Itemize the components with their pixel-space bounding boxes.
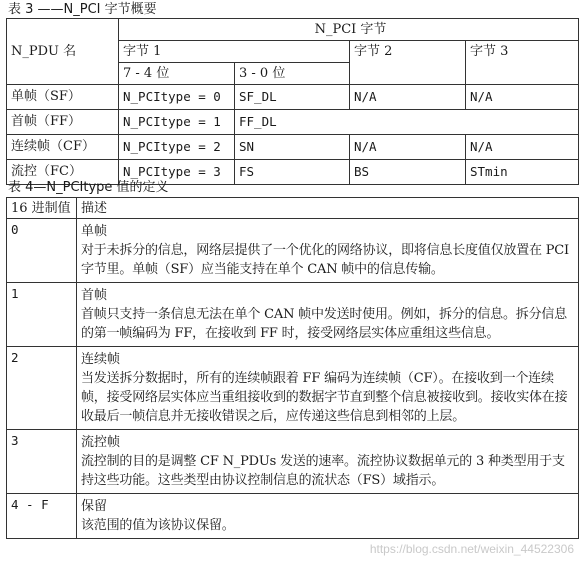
npci-low-nibble: SN	[235, 135, 350, 160]
hex-value: 1	[7, 283, 77, 347]
npdu-name: 首帧（FF）	[7, 110, 119, 135]
table4-caption: 表 4—N_PCItype 值的定义	[8, 180, 169, 195]
npcitype-definition-table	[6, 197, 579, 539]
npci-type: N_PCItype = 2	[119, 135, 235, 160]
hex-value: 3	[7, 430, 77, 494]
byte3-value: STmin	[466, 160, 579, 185]
npdu-name: 连续帧（CF）	[7, 135, 119, 160]
description-cell	[77, 219, 579, 283]
table-row	[7, 110, 579, 135]
hex-value: 2	[7, 347, 77, 430]
table-row	[7, 135, 579, 160]
npci-low-nibble: FF_DL	[235, 110, 579, 135]
header-hex-value: 16 进制值	[7, 198, 77, 219]
header-npci-bytes: N_PCI 字节	[119, 19, 579, 41]
table-row	[7, 347, 579, 430]
byte2-value: BS	[350, 160, 466, 185]
npci-type: N_PCItype = 3	[119, 160, 235, 185]
row-description: 对于未拆分的信息，网络层提供了一个优化的网络协议，即将信息长度值仅放置在 PCI 字节里。单帧（SF）应当能支持在单个 CAN 帧中的信息传输。	[81, 243, 569, 277]
npci-low-nibble: SF_DL	[235, 85, 350, 110]
description-cell	[77, 283, 579, 347]
byte2-value: N/A	[350, 135, 466, 160]
table-row	[7, 85, 579, 110]
table-row	[7, 430, 579, 494]
npci-byte-summary-table	[6, 18, 579, 185]
npdu-name: 流控（FC）	[7, 160, 119, 185]
row-title: 保留	[81, 499, 108, 514]
row-description: 当发送拆分数据时，所有的连续帧跟着 FF 编码为连续帧（CF）。在接收到一个连续帧，接受网络层实体应当重组接收到的数据字节直到整个信息被接收到。接收实体在接收最后一帧信息并无接收错误之后，应传递这些信息到相邻的上层。	[81, 371, 568, 424]
row-description: 流控制的目的是调整 CF N_PDUs 发送的速率。流控协议数据单元的 3 种类型用于支持这些功能。这些类型由协议控制信息的流状态（FS）域指示。	[81, 454, 565, 488]
header-bits-7-4: 7 - 4 位	[119, 63, 235, 85]
description-cell	[77, 347, 579, 430]
hex-value: 4 - F	[7, 494, 77, 539]
hex-value: 0	[7, 219, 77, 283]
header-byte1: 字节 1	[119, 41, 350, 63]
byte3-value: N/A	[466, 135, 579, 160]
npci-type: N_PCItype = 1	[119, 110, 235, 135]
table3-caption: 表 3 ——N_PCI 字节概要	[8, 2, 157, 17]
byte3-value: N/A	[466, 85, 579, 110]
table-row	[7, 494, 579, 539]
npdu-name: 单帧（SF）	[7, 85, 119, 110]
table-row	[7, 219, 579, 283]
npci-low-nibble: FS	[235, 160, 350, 185]
header-byte2: 字节 2	[350, 41, 466, 85]
header-byte3: 字节 3	[466, 41, 579, 85]
row-title: 流控帧	[81, 435, 121, 450]
description-cell	[77, 494, 579, 539]
header-description: 描述	[77, 198, 579, 219]
header-bits-3-0: 3 - 0 位	[235, 63, 350, 85]
row-description: 首帧只支持一条信息无法在单个 CAN 帧中发送时使用。例如，拆分的信息。拆分信息的第一帧编码为 FF，在接收到 FF 时，接受网络层实体应重组这些信息。	[81, 307, 567, 341]
row-title: 连续帧	[81, 352, 121, 367]
byte2-value: N/A	[350, 85, 466, 110]
npci-type: N_PCItype = 0	[119, 85, 235, 110]
row-title: 单帧	[81, 224, 108, 239]
row-description: 该范围的值为该协议保留。	[81, 518, 235, 533]
header-npdu-name: N_PDU 名	[7, 19, 119, 85]
table-row	[7, 283, 579, 347]
watermark-url: https://blog.csdn.net/weixin_44522306	[369, 542, 574, 556]
description-cell	[77, 430, 579, 494]
row-title: 首帧	[81, 288, 108, 303]
